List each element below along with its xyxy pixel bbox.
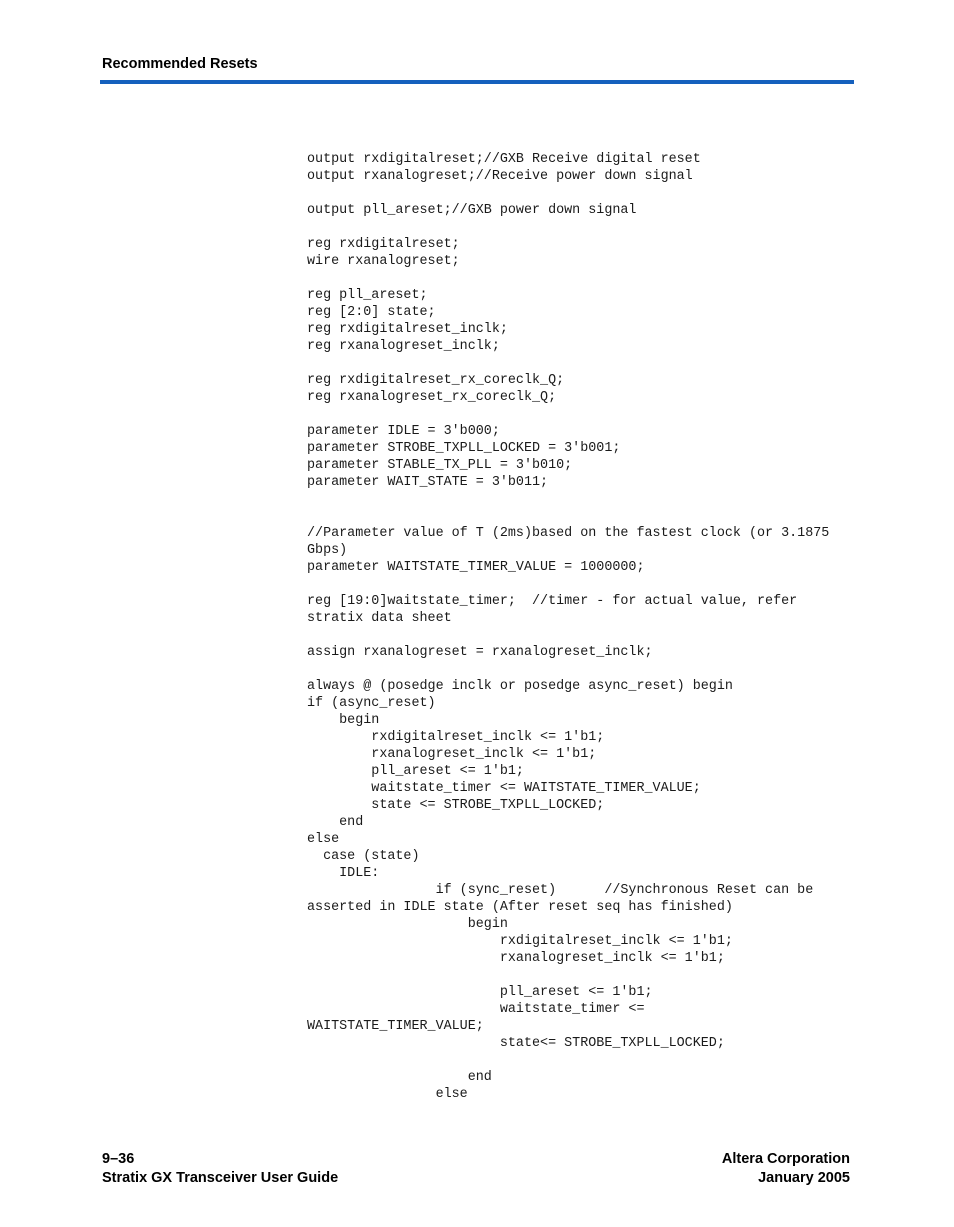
code-line: asserted in IDLE state (After reset seq has finished): [307, 900, 733, 915]
code-line: assign rxanalogreset = rxanalogreset_inclk;: [307, 645, 653, 660]
code-line: [307, 576, 852, 593]
verilog-code-block: [307, 151, 852, 1103]
code-line: begin: [307, 713, 380, 728]
code-line: begin: [307, 917, 508, 932]
code-line: waitstate_timer <=: [307, 1002, 645, 1017]
code-line: IDLE:: [307, 866, 380, 881]
code-line: if (async_reset): [307, 696, 436, 711]
code-line: [307, 406, 852, 423]
code-line: reg [19:0]waitstate_timer; //timer - for actual value, refer: [307, 594, 798, 609]
code-line: rxanalogreset_inclk <= 1'b1;: [307, 951, 725, 966]
code-line: [307, 270, 852, 287]
code-line: rxdigitalreset_inclk <= 1'b1;: [307, 934, 733, 949]
code-line: parameter STABLE_TX_PLL = 3'b010;: [307, 458, 573, 473]
code-line: [307, 1052, 852, 1069]
code-line: reg rxdigitalreset;: [307, 237, 460, 252]
code-line: parameter IDLE = 3'b000;: [307, 424, 500, 439]
code-line: always @ (posedge inclk or posedge async_reset) begin: [307, 679, 733, 694]
code-line: reg rxdigitalreset_inclk;: [307, 322, 508, 337]
code-line: else: [307, 832, 340, 847]
page-header-title: Recommended Resets: [102, 56, 258, 72]
code-line: reg [2:0] state;: [307, 305, 436, 320]
code-line: reg rxdigitalreset_rx_coreclk_Q;: [307, 373, 565, 388]
code-line: [307, 219, 852, 236]
code-line: waitstate_timer <= WAITSTATE_TIMER_VALUE;: [307, 781, 701, 796]
code-line: end: [307, 815, 364, 830]
code-line: [307, 491, 852, 508]
code-line: state<= STROBE_TXPLL_LOCKED;: [307, 1036, 725, 1051]
code-line: reg rxanalogreset_inclk;: [307, 339, 500, 354]
publication-date: January 2005: [758, 1170, 850, 1186]
code-line: output rxanalogreset;//Receive power down signal: [307, 169, 693, 184]
code-line: rxdigitalreset_inclk <= 1'b1;: [307, 730, 605, 745]
code-line: parameter STROBE_TXPLL_LOCKED = 3'b001;: [307, 441, 621, 456]
code-line: reg rxanalogreset_rx_coreclk_Q;: [307, 390, 557, 405]
code-line: reg pll_areset;: [307, 288, 428, 303]
code-line: Gbps): [307, 543, 348, 558]
footer-right: [722, 1150, 850, 1188]
code-line: stratix data sheet: [307, 611, 452, 626]
page-number: 9–36: [102, 1151, 135, 1167]
code-line: parameter WAIT_STATE = 3'b011;: [307, 475, 549, 490]
code-line: [307, 185, 852, 202]
code-line: WAITSTATE_TIMER_VALUE;: [307, 1019, 484, 1034]
code-line: [307, 967, 852, 984]
code-line: else: [307, 1087, 468, 1102]
header-divider: [100, 80, 854, 84]
code-line: end: [307, 1070, 492, 1085]
code-line: output rxdigitalreset;//GXB Receive digital reset: [307, 152, 701, 167]
code-line: if (sync_reset) //Synchronous Reset can be: [307, 883, 814, 898]
code-line: state <= STROBE_TXPLL_LOCKED;: [307, 798, 605, 813]
code-line: //Parameter value of T (2ms)based on the fastest clock (or 3.1875: [307, 526, 830, 541]
guide-title: Stratix GX Transceiver User Guide: [102, 1170, 339, 1186]
code-line: [307, 355, 852, 372]
code-line: wire rxanalogreset;: [307, 254, 460, 269]
code-line: case (state): [307, 849, 420, 864]
code-line: rxanalogreset_inclk <= 1'b1;: [307, 747, 597, 762]
code-line: pll_areset <= 1'b1;: [307, 764, 524, 779]
code-line: output pll_areset;//GXB power down signal: [307, 203, 637, 218]
footer-left: [102, 1150, 338, 1188]
company-name: Altera Corporation: [721, 1151, 850, 1167]
code-line: parameter WAITSTATE_TIMER_VALUE = 1000000;: [307, 560, 645, 575]
code-line: [307, 508, 852, 525]
code-line: pll_areset <= 1'b1;: [307, 985, 653, 1000]
code-line: [307, 661, 852, 678]
code-line: [307, 627, 852, 644]
